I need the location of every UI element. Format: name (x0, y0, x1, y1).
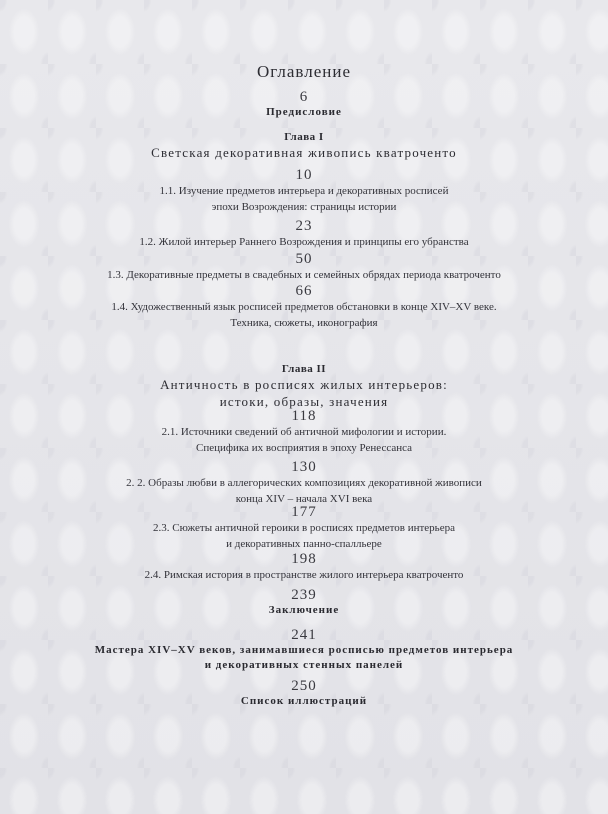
page-number: 250 (291, 678, 317, 694)
toc-entry-1-4[interactable] (0, 284, 608, 331)
toc-entry-conclusion[interactable] (0, 588, 608, 618)
entry-line: конца XIV – начала XVI века (235, 493, 373, 505)
entry-title: Заключение (268, 604, 340, 616)
page-number: 177 (291, 504, 317, 520)
toc-entry-2-1[interactable] (0, 409, 608, 456)
entry-line: Техника, сюжеты, иконография (230, 317, 378, 329)
entry-line: 1.4. Художественный язык росписей предметов обстановки в конце XIV–XV веке. (111, 301, 497, 313)
chapter-label: Глава I (284, 131, 324, 143)
entry-title: Мастера XIV–XV веков, занимавшиеся росписью предметов интерьера (94, 644, 514, 656)
page-number: 239 (291, 587, 317, 603)
toc-entry-1-1[interactable] (0, 168, 608, 215)
page-number: 198 (291, 551, 317, 567)
entry-line: эпохи Возрождения: страницы истории (211, 201, 397, 213)
entry-title: Список иллюстраций (240, 695, 368, 707)
chapter-title: Светская декоративная живопись кватроченто (151, 145, 457, 160)
entry-line: 1.3. Декоративные предметы в свадебных и семейных обрядах периода кватроченто (107, 269, 501, 281)
toc-entry-2-2[interactable] (0, 460, 608, 507)
entry-line: 1.1. Изучение предметов интерьера и декоративных росписей (159, 185, 449, 197)
entry-line: 2. 2. Образы любви в аллегорических композициях декоративной живописи (126, 477, 482, 489)
entry-title: Предисловие (266, 106, 342, 118)
toc-entry-1-3[interactable] (0, 252, 608, 283)
page-number: 66 (295, 283, 313, 299)
toc-entry-preface[interactable] (0, 90, 608, 120)
entry-title: и декоративных стенных панелей (204, 659, 404, 671)
toc-entry-1-2[interactable] (0, 219, 608, 250)
chapter-label: Глава II (281, 363, 327, 375)
toc-entry-2-4[interactable] (0, 552, 608, 583)
chapter-1-heading (0, 130, 608, 161)
page-number: 118 (291, 408, 317, 424)
toc-entry-2-3[interactable] (0, 505, 608, 552)
chapter-2-heading (0, 362, 608, 410)
entry-line: 1.2. Жилой интерьер Раннего Возрождения и принципы его убранства (139, 236, 469, 248)
page-number: 241 (291, 627, 317, 643)
entry-line: Специфика их восприятия в эпоху Ренессанса (195, 442, 413, 454)
chapter-title: Античность в росписях жилых интерьеров: (160, 377, 448, 392)
page-number: 10 (295, 167, 313, 183)
toc-entry-illustrations[interactable] (0, 679, 608, 709)
entry-line: 2.4. Римская история в пространстве жилого интерьера кватроченто (144, 569, 464, 581)
entry-line: и декоративных панно-спалльере (226, 538, 382, 550)
page-number: 23 (295, 218, 313, 234)
page-number: 6 (299, 89, 309, 105)
chapter-title: истоки, образы, значения (219, 394, 389, 409)
entry-line: 2.3. Сюжеты античной героики в росписях предметов интерьера (153, 522, 455, 534)
page-number: 50 (295, 251, 313, 267)
toc-entry-masters[interactable] (0, 628, 608, 673)
entry-line: 2.1. Источники сведений об античной мифологии и истории. (161, 426, 447, 438)
toc-title: Оглавление (257, 62, 351, 81)
page-number: 130 (291, 459, 317, 475)
